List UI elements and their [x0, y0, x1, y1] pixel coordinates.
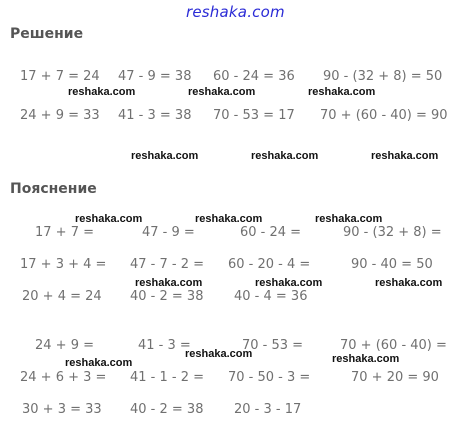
- watermark: reshaka.com: [65, 357, 133, 369]
- explanation-expression: 20 - 3 - 17: [234, 402, 302, 417]
- watermark: reshaka.com: [251, 150, 319, 162]
- watermark: reshaka.com: [185, 348, 253, 360]
- explanation-heading: Пояснение: [10, 181, 97, 197]
- explanation-expression: 90 - 40 = 50: [351, 257, 433, 272]
- solution-expression: 70 + (60 - 40) = 90: [320, 108, 448, 123]
- explanation-expression: 60 - 24 =: [240, 225, 302, 240]
- explanation-expression: 47 - 7 - 2 =: [130, 257, 205, 272]
- watermark: reshaka.com: [332, 353, 400, 365]
- watermark: reshaka.com: [135, 277, 203, 289]
- explanation-expression: 24 + 9 =: [35, 338, 94, 353]
- explanation-expression: 90 - (32 + 8) =: [343, 225, 442, 240]
- watermark: reshaka.com: [315, 213, 383, 225]
- explanation-expression: 17 + 7 =: [35, 225, 94, 240]
- watermark: reshaka.com: [371, 150, 439, 162]
- solution-expression: 90 - (32 + 8) = 50: [323, 69, 443, 84]
- solution-expression: 17 + 7 = 24: [20, 69, 100, 84]
- explanation-expression: 41 - 1 - 2 =: [130, 370, 205, 385]
- solution-expression: 24 + 9 = 33: [20, 108, 100, 123]
- explanation-expression: 60 - 20 - 4 =: [228, 257, 311, 272]
- explanation-expression: 40 - 4 = 36: [234, 289, 308, 304]
- solution-heading: Решение: [10, 26, 84, 42]
- explanation-expression: 20 + 4 = 24: [22, 289, 102, 304]
- explanation-expression: 30 + 3 = 33: [22, 402, 102, 417]
- watermark: reshaka.com: [75, 213, 143, 225]
- explanation-expression: 17 + 3 + 4 =: [20, 257, 107, 272]
- solution-expression: 41 - 3 = 38: [118, 108, 192, 123]
- watermark: reshaka.com: [255, 277, 323, 289]
- watermark: reshaka.com: [68, 86, 136, 98]
- solution-expression: 47 - 9 = 38: [118, 69, 192, 84]
- explanation-expression: 40 - 2 = 38: [130, 402, 204, 417]
- solution-expression: 70 - 53 = 17: [213, 108, 295, 123]
- watermark: reshaka.com: [308, 86, 376, 98]
- watermark: reshaka.com: [188, 86, 256, 98]
- watermark: reshaka.com: [195, 213, 263, 225]
- solution-expression: 60 - 24 = 36: [213, 69, 295, 84]
- explanation-expression: 40 - 2 = 38: [130, 289, 204, 304]
- site-logo: reshaka.com: [186, 3, 285, 21]
- explanation-expression: 24 + 6 + 3 =: [20, 370, 107, 385]
- explanation-expression: 41 - 3 =: [138, 338, 191, 353]
- explanation-expression: 70 - 50 - 3 =: [228, 370, 311, 385]
- watermark: reshaka.com: [131, 150, 199, 162]
- explanation-expression: 47 - 9 =: [142, 225, 195, 240]
- explanation-expression: 70 - 53 =: [242, 338, 304, 353]
- explanation-expression: 70 + (60 - 40) =: [340, 338, 447, 353]
- explanation-expression: 70 + 20 = 90: [351, 370, 439, 385]
- watermark: reshaka.com: [375, 277, 443, 289]
